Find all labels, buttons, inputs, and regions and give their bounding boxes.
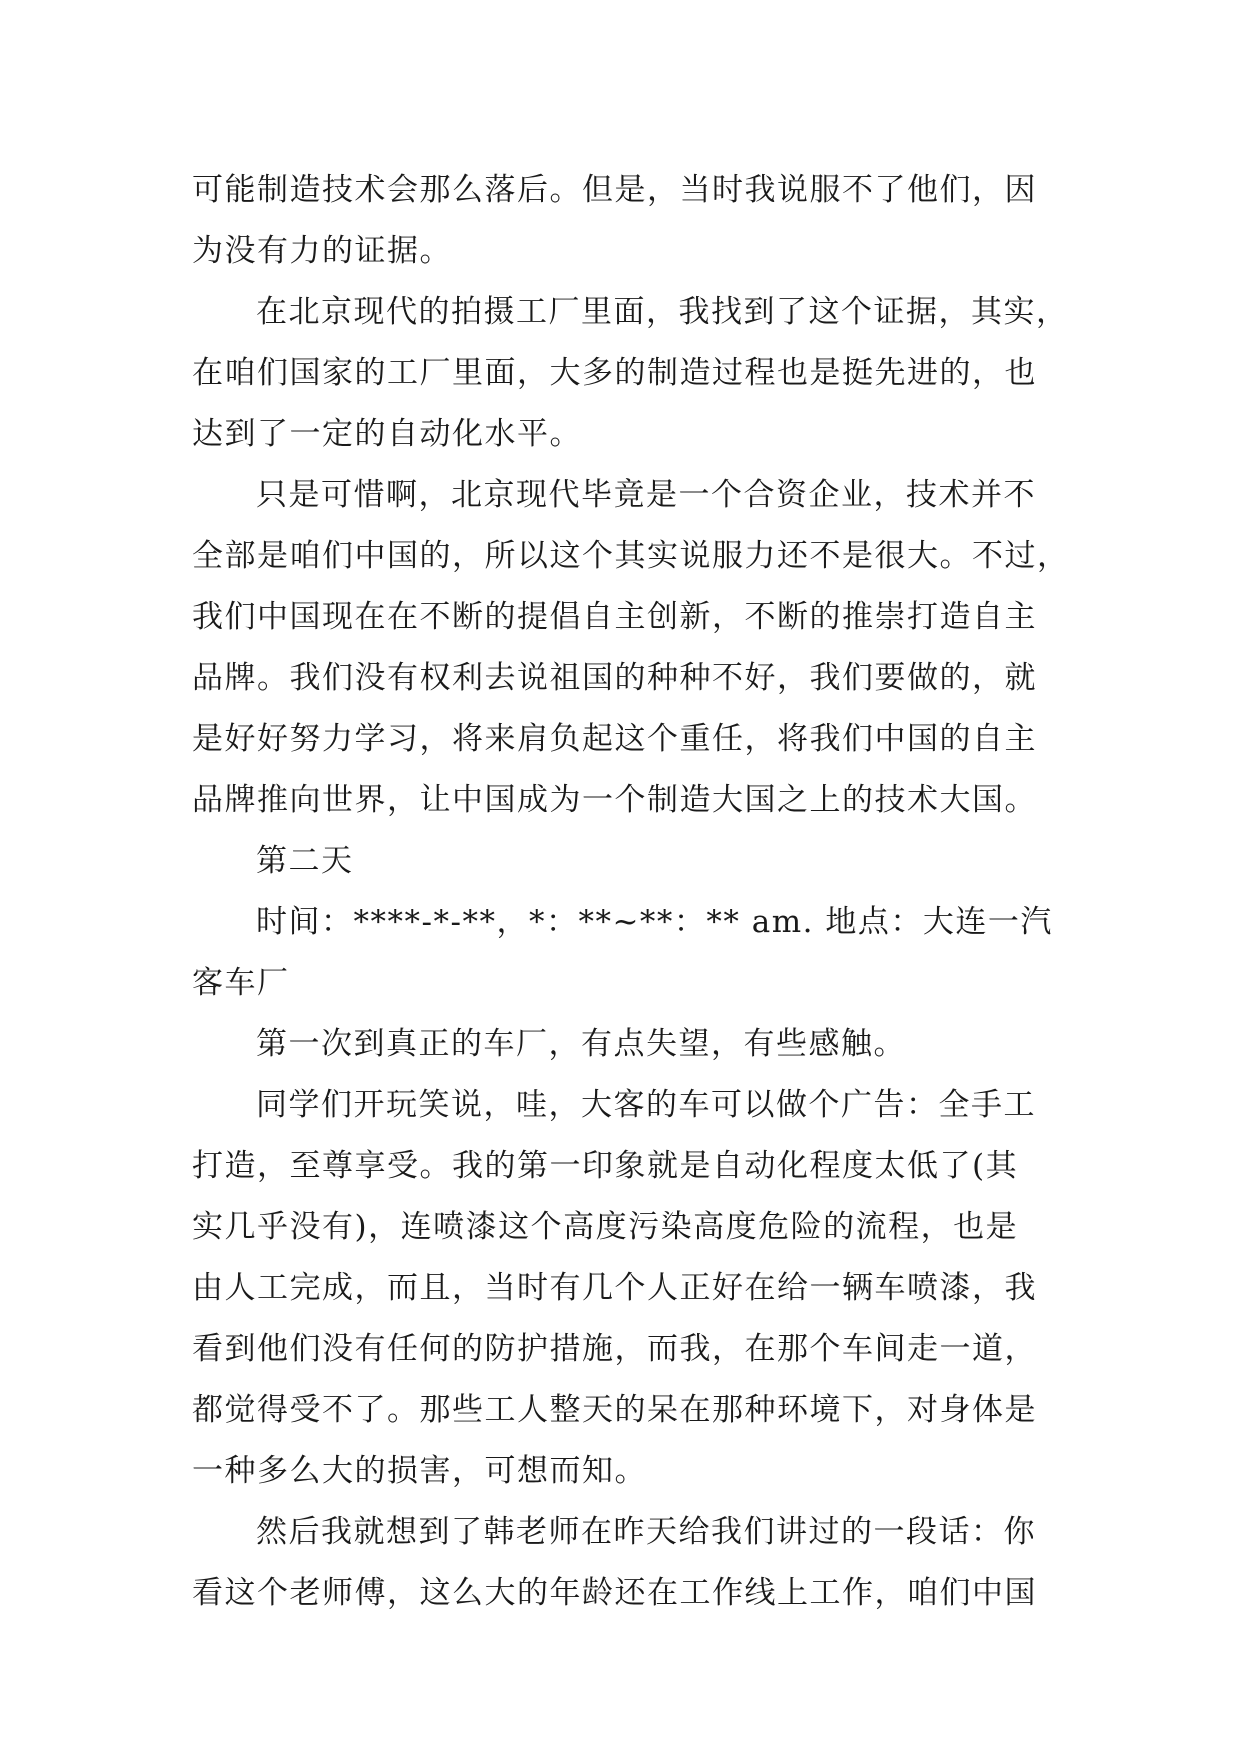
text-line: 可能制造技术会那么落后。但是，当时我说服不了他们，因 bbox=[192, 172, 1037, 208]
paragraph-first-line: 时间：****-*-**，*：**~**：** am. 地点：大连一汽 bbox=[256, 904, 1053, 940]
paragraph-first-line: 只是可惜啊，北京现代毕竟是一个合资企业，技术并不 bbox=[256, 477, 1036, 513]
paragraph-first-line: 同学们开玩笑说，哇，大客的车可以做个广告：全手工 bbox=[256, 1087, 1036, 1123]
paragraph-first-line: 第二天 bbox=[256, 843, 354, 879]
text-line: 客车厂 bbox=[192, 965, 290, 1001]
document-body bbox=[192, 160, 1070, 1624]
text-line: 我们中国现在在不断的提倡自主创新，不断的推崇打造自主 bbox=[192, 599, 1037, 635]
text-line: 是好好努力学习，将来肩负起这个重任，将我们中国的自主 bbox=[192, 721, 1037, 757]
text-line: 达到了一定的自动化水平。 bbox=[192, 416, 582, 452]
paragraph-first-line: 在北京现代的拍摄工厂里面，我找到了这个证据，其实， bbox=[256, 294, 1069, 330]
text-line: 一种多么大的损害，可想而知。 bbox=[192, 1453, 647, 1489]
text-line: 全部是咱们中国的，所以这个其实说服力还不是很大。不过， bbox=[192, 538, 1070, 574]
text-line: 由人工完成，而且，当时有几个人正好在给一辆车喷漆，我 bbox=[192, 1270, 1037, 1306]
text-line: 都觉得受不了。那些工人整天的呆在那种环境下，对身体是 bbox=[192, 1392, 1037, 1428]
text-line: 打造，至尊享受。我的第一印象就是自动化程度太低了(其 bbox=[192, 1148, 1019, 1184]
text-line: 看这个老师傅，这么大的年龄还在工作线上工作，咱们中国 bbox=[192, 1575, 1037, 1611]
text-line: 实几乎没有)，连喷漆这个高度污染高度危险的流程，也是 bbox=[192, 1209, 1019, 1245]
text-line: 品牌推向世界，让中国成为一个制造大国之上的技术大国。 bbox=[192, 782, 1037, 818]
text-line: 品牌。我们没有权利去说祖国的种种不好，我们要做的，就 bbox=[192, 660, 1037, 696]
text-line: 看到他们没有任何的防护措施，而我，在那个车间走一道， bbox=[192, 1331, 1037, 1367]
paragraph-first-line: 第一次到真正的车厂，有点失望，有些感触。 bbox=[256, 1026, 906, 1062]
text-line: 在咱们国家的工厂里面，大多的制造过程也是挺先进的，也 bbox=[192, 355, 1037, 391]
paragraph-first-line: 然后我就想到了韩老师在昨天给我们讲过的一段话：你 bbox=[256, 1514, 1036, 1550]
text-line: 为没有力的证据。 bbox=[192, 233, 452, 269]
